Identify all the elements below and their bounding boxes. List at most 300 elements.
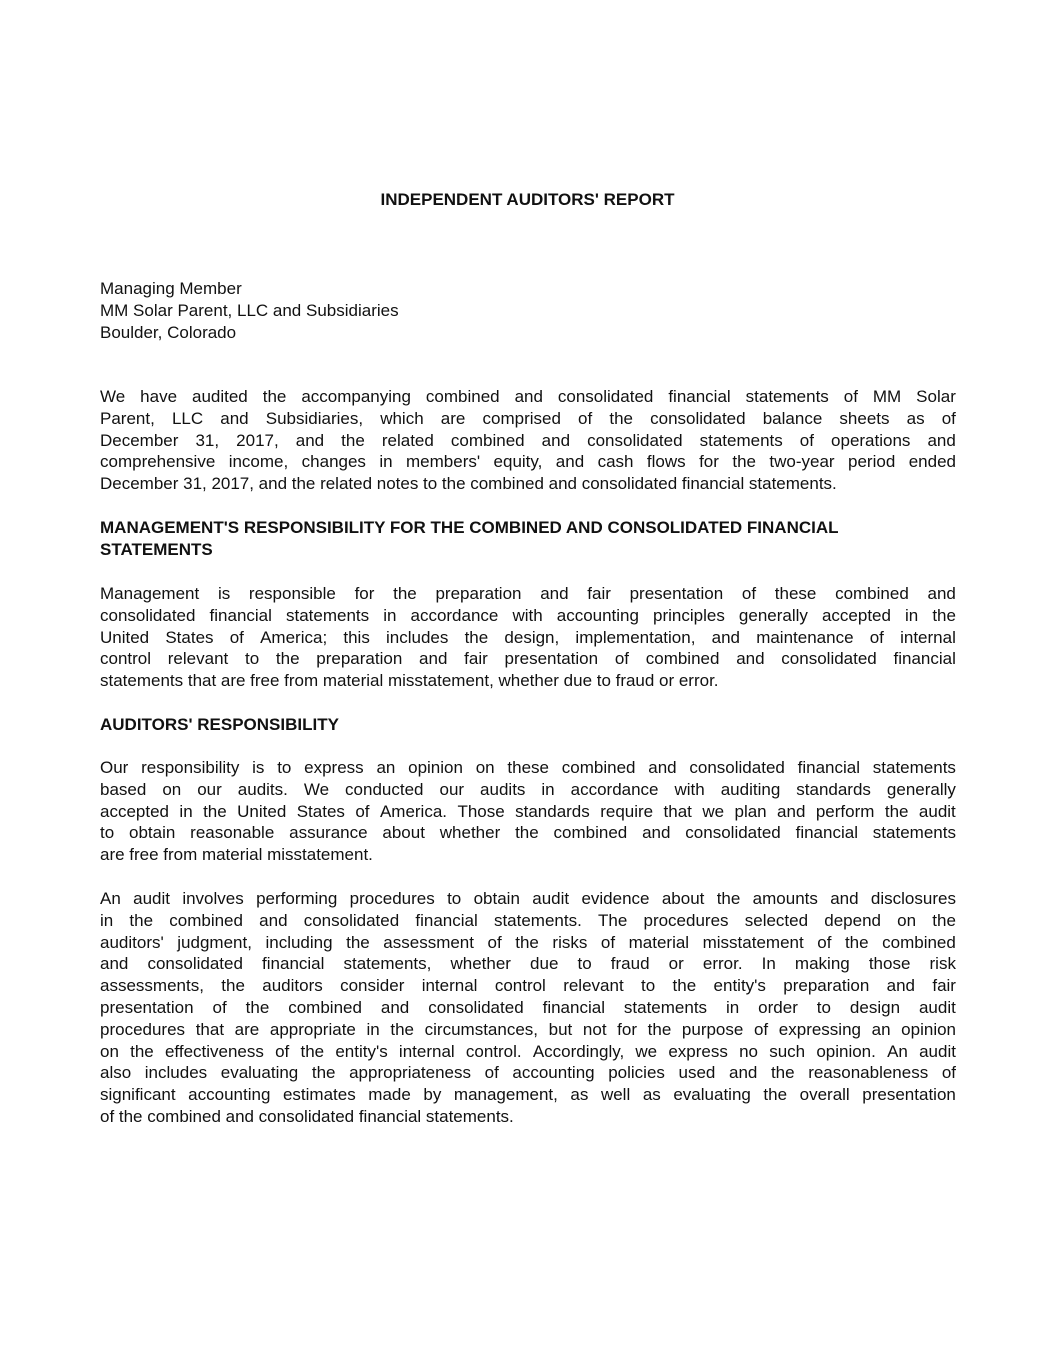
word: The (598, 910, 628, 930)
word: includes (144, 1063, 208, 1083)
word: error. (678, 671, 719, 691)
word: consider (340, 976, 405, 996)
word: performing (256, 889, 338, 908)
word: that (663, 801, 692, 821)
word: for (617, 1019, 638, 1039)
word: statements (699, 430, 783, 450)
word: of (275, 1041, 290, 1061)
word: require (600, 801, 654, 821)
word: on (897, 910, 917, 930)
word: consolidated (581, 474, 678, 494)
word: assurance (289, 823, 368, 843)
word: Our (100, 758, 129, 777)
word: and (927, 584, 956, 603)
word: to (641, 976, 656, 996)
word: period (848, 452, 896, 472)
paragraph-line (100, 473, 956, 495)
word: internal (398, 1041, 455, 1061)
word: audit (532, 889, 570, 908)
word: is (252, 758, 265, 777)
word: are (100, 845, 125, 865)
word: consolidated (303, 910, 400, 930)
word: generally (886, 779, 956, 799)
word: presentation (629, 584, 724, 603)
word: made (368, 1085, 411, 1105)
paragraph-line (100, 1084, 956, 1106)
word: the (203, 801, 227, 821)
word: responsible (248, 584, 336, 603)
word: in (379, 452, 393, 472)
word: combined (470, 474, 544, 494)
word: in (383, 605, 397, 625)
word: these (507, 758, 549, 777)
word: States (296, 801, 345, 821)
word: relevant (563, 976, 624, 996)
word: the (129, 910, 154, 930)
word: management, (453, 1085, 558, 1105)
word: combined (425, 387, 500, 406)
word: financial (262, 954, 325, 974)
word: also (100, 1063, 132, 1083)
addressee-line: Boulder, Colorado (100, 322, 237, 342)
word: fair (932, 976, 956, 996)
paragraph-line (100, 932, 956, 954)
word: procedures (100, 1019, 186, 1039)
word: standards (515, 801, 590, 821)
word: maintenance (756, 627, 854, 647)
word: opinion (901, 1019, 956, 1039)
management-responsibility-paragraph (100, 583, 956, 692)
word: to (277, 758, 292, 777)
word: ended (908, 452, 956, 472)
word: to (816, 997, 831, 1017)
word: the (884, 801, 909, 821)
paragraph-line (100, 844, 956, 866)
word: United (237, 801, 287, 821)
word: the (393, 584, 417, 603)
word: an (376, 758, 396, 777)
word: for (699, 452, 719, 472)
word: the (609, 408, 633, 428)
word: of (578, 408, 593, 428)
word: accepted (821, 605, 891, 625)
word: in (100, 910, 114, 930)
word: as (570, 1085, 589, 1105)
word: internal (900, 627, 956, 647)
word: preparation (435, 584, 522, 603)
word: the (932, 910, 956, 930)
word: consolidated (781, 649, 877, 669)
word: comprehensive (100, 452, 216, 472)
word: to (244, 649, 260, 669)
paragraph-line (100, 386, 956, 408)
word: are (440, 408, 466, 428)
word: in (905, 605, 919, 625)
word: or (668, 954, 684, 974)
word: purpose (681, 1019, 744, 1039)
word: on (100, 1041, 119, 1061)
word: We (100, 387, 126, 406)
paragraph-line (100, 1106, 956, 1128)
word: of (487, 932, 502, 952)
word: sheets (839, 408, 890, 428)
word: financial (358, 1106, 422, 1126)
word: obtain (473, 889, 520, 908)
word: overall (799, 1085, 850, 1105)
word: fraud (610, 954, 650, 974)
word: due (563, 671, 593, 691)
heading-line: STATEMENTS (100, 539, 213, 559)
word: the (932, 605, 956, 625)
word: and (886, 976, 915, 996)
word: includes (386, 627, 449, 647)
word: members' (406, 452, 481, 472)
word: standards (796, 779, 871, 799)
word: due (530, 954, 559, 974)
word: the (647, 1019, 672, 1039)
word: An (887, 1041, 908, 1061)
word: preparation (316, 649, 403, 669)
word: and (259, 910, 288, 930)
auditors-responsibility-heading: AUDITORS' RESPONSIBILITY (100, 715, 339, 734)
word: of (753, 1019, 769, 1039)
word: reasonableness (808, 1063, 929, 1083)
word: Solar (916, 387, 956, 406)
word: financial (209, 605, 272, 625)
word: expressing (778, 1019, 861, 1039)
word: the (275, 649, 300, 669)
word: which (380, 408, 424, 428)
word: and (927, 430, 956, 450)
paragraph-line (100, 451, 956, 473)
word: evaluating (220, 1063, 299, 1083)
word: Management (100, 584, 200, 603)
word: accepted (100, 801, 169, 821)
word: of (484, 1063, 499, 1083)
word: we (635, 1041, 658, 1061)
word: accounting (512, 1063, 595, 1083)
word: to (423, 474, 438, 494)
word: about (661, 889, 705, 908)
word: the (291, 474, 316, 494)
word: but (548, 1019, 573, 1039)
word: in (541, 779, 555, 799)
word: with (674, 779, 705, 799)
word: auditors (262, 976, 323, 996)
word: or (659, 671, 675, 691)
word: the (763, 1085, 788, 1105)
word: making (794, 954, 850, 974)
word: control (494, 976, 546, 996)
word: misstatement, (387, 671, 494, 691)
auditors-responsibility-paragraph-1 (100, 757, 956, 866)
word: opinion (408, 758, 463, 777)
word: material (628, 932, 690, 952)
word: America; (260, 627, 328, 647)
word: involves (182, 889, 244, 908)
word: evaluating (673, 1085, 751, 1105)
word: plan (734, 801, 767, 821)
word: statements. (425, 1106, 514, 1126)
word: are (234, 1019, 260, 1039)
word: these (774, 584, 817, 603)
word: States (165, 627, 214, 647)
paragraph-line (100, 408, 956, 430)
word: presentation (100, 997, 194, 1017)
word: and (295, 430, 325, 450)
word: internal (421, 976, 478, 996)
paragraph-line (100, 801, 956, 823)
word: appropriate (269, 1019, 356, 1039)
word: statements (100, 671, 184, 691)
word: as (642, 1085, 661, 1105)
word: 31, (195, 430, 220, 450)
word: the (262, 387, 287, 406)
word: December (100, 430, 179, 450)
word: and (830, 889, 859, 908)
word: risk (929, 954, 956, 974)
word: obtain (129, 823, 176, 843)
management-responsibility-heading (100, 517, 956, 561)
word: of (941, 1063, 956, 1083)
word: Accordingly, (532, 1041, 625, 1061)
addressee-line: Managing Member (100, 279, 242, 298)
word: LLC (171, 408, 204, 428)
word: well (600, 1085, 631, 1105)
word: statements. (748, 474, 837, 494)
word: combined (450, 430, 525, 450)
word: whether (450, 954, 511, 974)
word: selected (744, 910, 809, 930)
word: in (179, 801, 193, 821)
paragraph-line (100, 430, 956, 452)
word: circumstances, (424, 1019, 539, 1039)
word: accordance (410, 605, 499, 625)
word: statements (872, 823, 956, 843)
heading-line: MANAGEMENT'S RESPONSIBILITY FOR THE COMBINED AND CONSOLIDATED FINANCIAL (100, 518, 839, 537)
paragraph-line (100, 822, 956, 844)
word: to (447, 889, 462, 908)
word: preparation (783, 976, 870, 996)
word: the (770, 1063, 795, 1083)
word: combined (147, 1106, 221, 1126)
word: the (464, 627, 489, 647)
word: on (162, 779, 182, 799)
word: procedures (643, 910, 729, 930)
word: 2017, (211, 474, 254, 494)
word: We (303, 779, 330, 799)
word: of (100, 1106, 115, 1126)
word: An (100, 889, 121, 908)
word: two-year (769, 452, 835, 472)
word: statements, (343, 954, 432, 974)
word: accompanying (301, 387, 411, 406)
word: the (515, 932, 539, 952)
word: perform (815, 801, 875, 821)
word: the (221, 976, 245, 996)
word: December (100, 474, 179, 494)
paragraph-line (100, 1062, 956, 1084)
word: combined (835, 584, 909, 603)
word: combined (553, 823, 628, 843)
word: the (118, 1106, 143, 1126)
word: no (739, 1041, 758, 1061)
word: 2017, (236, 430, 279, 450)
word: and (258, 474, 288, 494)
word: balance (762, 408, 823, 428)
word: misstatement. (267, 845, 373, 865)
word: consolidated (258, 1106, 355, 1126)
word: of (869, 627, 884, 647)
word: combined (882, 932, 956, 952)
word: auditors' (100, 932, 164, 952)
word: combined (645, 649, 720, 669)
word: fraud (615, 671, 655, 691)
word: consolidated (428, 997, 524, 1017)
word: significant (100, 1085, 176, 1105)
word: and (777, 801, 806, 821)
word: the (130, 1041, 154, 1061)
word: the (672, 976, 697, 996)
word: amounts (752, 889, 818, 908)
word: those (868, 954, 911, 974)
word: express (668, 1041, 728, 1061)
word: audits. (237, 779, 288, 799)
word: consolidated (685, 823, 781, 843)
word: free (129, 845, 159, 865)
word: is (217, 584, 231, 603)
word: estimates (282, 1085, 356, 1105)
auditors-responsibility-paragraph-2 (100, 888, 956, 1128)
word: financial (893, 649, 956, 669)
addressee-line: MM Solar Parent, LLC and Subsidiaries (100, 300, 399, 320)
word: evidence (581, 889, 650, 908)
word: statements. (493, 910, 582, 930)
word: and (548, 474, 577, 494)
word: and (642, 823, 671, 843)
paragraph-line (100, 779, 956, 801)
word: entity's (335, 1041, 388, 1061)
word: consolidated (689, 758, 785, 777)
word: in (726, 997, 740, 1017)
word: and (514, 387, 543, 406)
word: design (849, 997, 901, 1017)
word: the (515, 823, 539, 843)
word: financial (681, 474, 745, 494)
word: In (761, 954, 776, 974)
word: the (346, 932, 370, 952)
word: effectiveness (164, 1041, 264, 1061)
word: 31, (183, 474, 207, 494)
word: statements (745, 387, 829, 406)
word: of (614, 649, 629, 669)
word: whether (439, 823, 501, 843)
word: and (736, 649, 765, 669)
word: financial (795, 823, 858, 843)
word: conducted (345, 779, 424, 799)
paragraph-line (100, 910, 956, 932)
word: risks (552, 932, 588, 952)
word: as (906, 408, 925, 428)
word: United (100, 627, 150, 647)
word: cash (597, 452, 634, 472)
word: audit (918, 997, 956, 1017)
word: misstatement (702, 932, 804, 952)
word: and (555, 452, 585, 472)
word: audit (133, 889, 170, 908)
word: for (354, 584, 375, 603)
word: and (711, 627, 740, 647)
word: depend (824, 910, 881, 930)
paragraph-line (100, 648, 956, 670)
word: America. (379, 801, 448, 821)
word: principles (653, 605, 725, 625)
word: such (769, 1041, 806, 1061)
word: relevant (167, 649, 229, 669)
word: audits (480, 779, 526, 799)
word: consolidated (100, 605, 196, 625)
word: in (366, 1019, 380, 1039)
word: we (702, 801, 725, 821)
word: have (140, 387, 178, 406)
word: the (732, 452, 756, 472)
word: consolidated (557, 387, 654, 406)
word: accounting (188, 1085, 271, 1105)
word: free (250, 671, 280, 691)
word: of (941, 408, 956, 428)
word: operations (831, 430, 911, 450)
word: of (799, 430, 814, 450)
word: procedures (349, 889, 435, 908)
word: audit (919, 1041, 956, 1061)
word: on (475, 758, 495, 777)
word: responsibility (141, 758, 240, 777)
paragraph-line (100, 975, 956, 997)
word: comprised (482, 408, 561, 428)
word: combined (169, 910, 243, 930)
paragraph-line (100, 757, 956, 779)
word: are (220, 671, 246, 691)
word: Those (457, 801, 505, 821)
word: statements (872, 758, 956, 777)
word: and (225, 1106, 254, 1126)
word: appropriateness (349, 1063, 472, 1083)
word: and (220, 408, 249, 428)
word: and (541, 430, 571, 450)
word: assessments, (100, 976, 204, 996)
word: presentation (862, 1085, 956, 1105)
word: of (355, 801, 370, 821)
word: of (817, 932, 832, 952)
word: fair (464, 649, 488, 669)
paragraph-line (100, 1041, 956, 1063)
word: generally (738, 605, 808, 625)
word: assessment (383, 932, 474, 952)
word: consolidated (650, 408, 746, 428)
word: design, (504, 627, 560, 647)
word: MM (872, 387, 902, 406)
word: order (758, 997, 798, 1017)
word: policies (608, 1063, 665, 1083)
paragraph-line (100, 888, 956, 910)
word: notes (376, 474, 419, 494)
word: the (300, 1041, 325, 1061)
word: the (441, 474, 466, 494)
word: express (304, 758, 364, 777)
word: an (871, 1019, 891, 1039)
word: consolidated (147, 954, 243, 974)
word: judgment, (177, 932, 252, 952)
